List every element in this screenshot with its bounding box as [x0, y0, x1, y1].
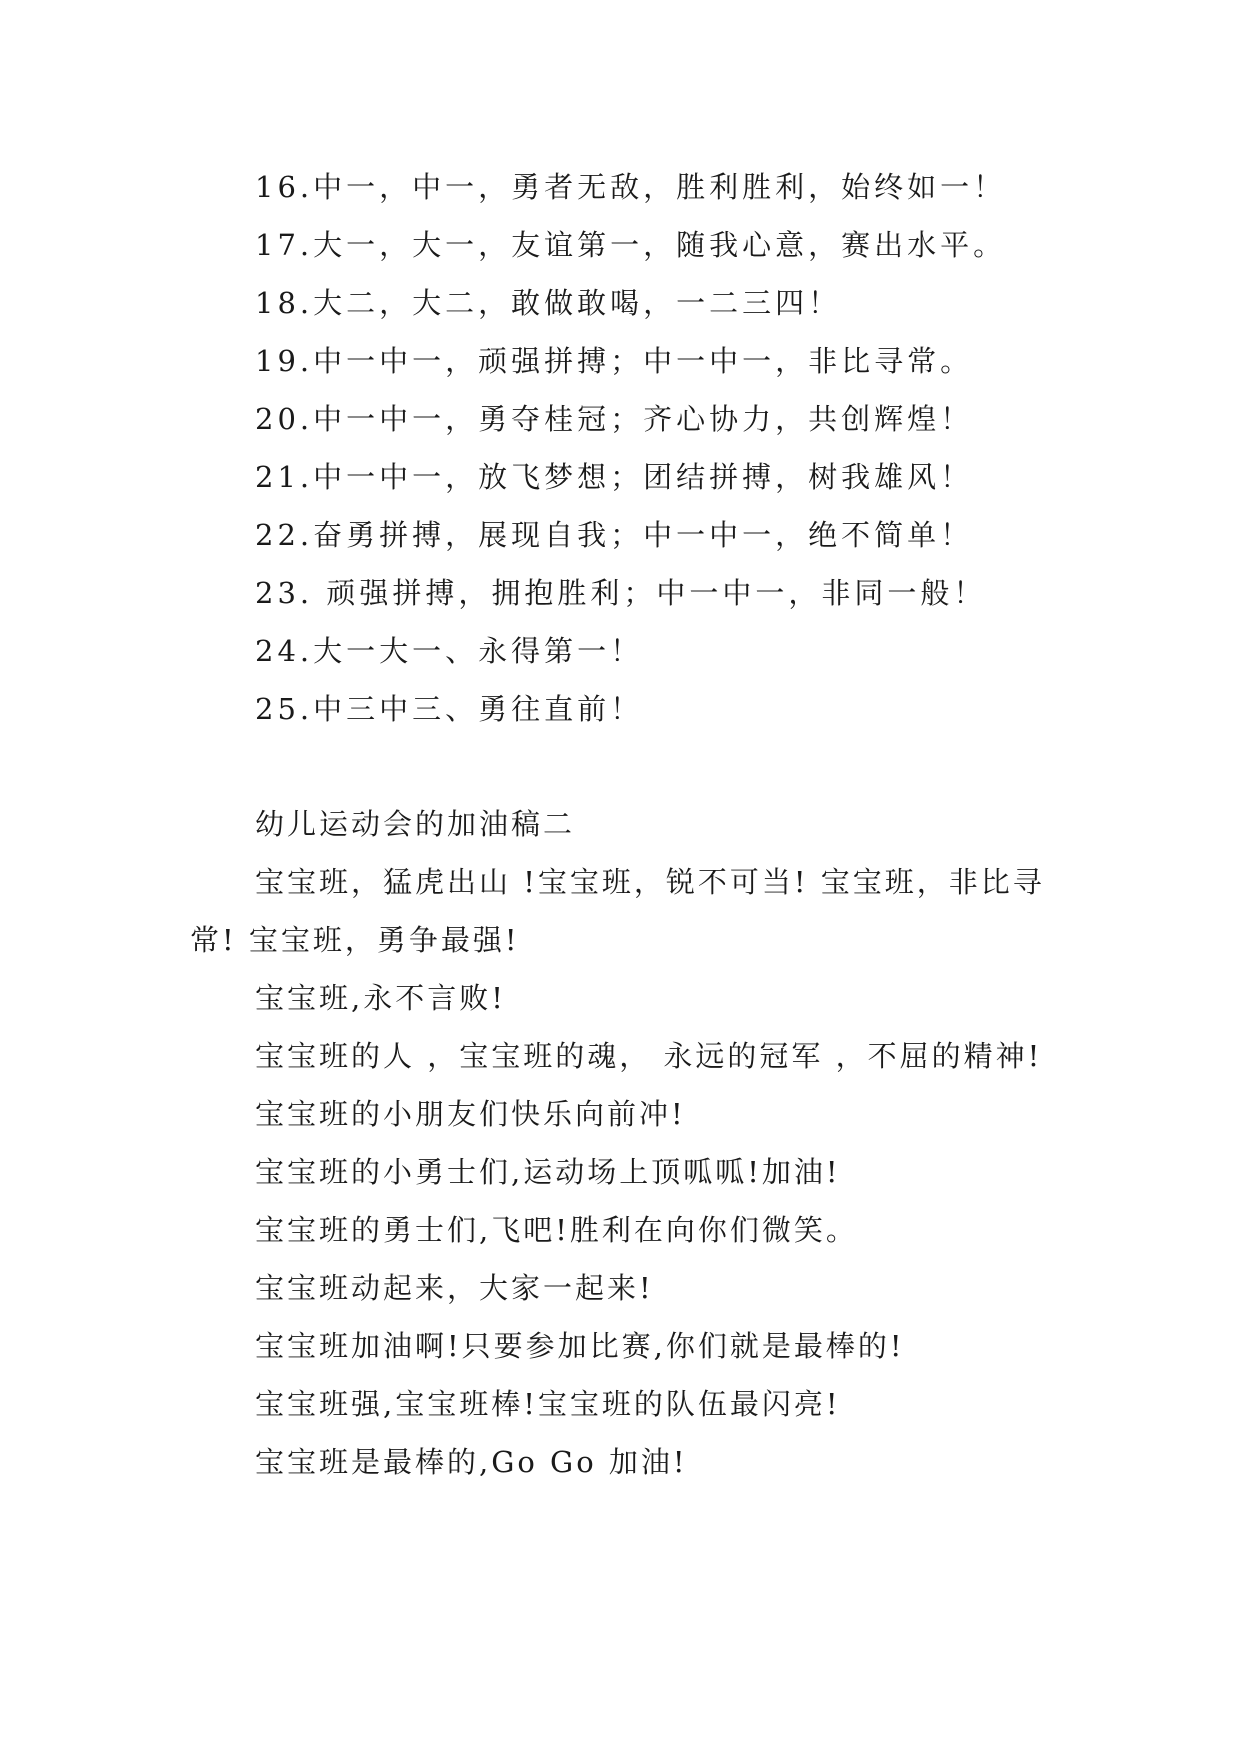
paragraph: 宝宝班的人 ，宝宝班的魂， 永远的冠军 ，不屈的精神! — [255, 1039, 1043, 1073]
paragraph: 宝宝班的小勇士们,运动场上顶呱呱!加油! — [255, 1155, 841, 1189]
list-item: 25.中三中三、勇往直前！ — [255, 692, 644, 726]
list-item: 18.大二，大二，敢做敢喝，一二三四！ — [255, 286, 842, 320]
paragraph: 宝宝班,永不言败! — [255, 981, 506, 1015]
section-heading: 幼儿运动会的加油稿二 — [255, 807, 576, 841]
paragraph: 宝宝班的勇士们,飞吧!胜利在向你们微笑。 — [255, 1213, 858, 1247]
paragraph: 宝宝班，猛虎出山 !宝宝班，锐不可当! 宝宝班，非比寻常! 宝宝班，勇争最强! — [190, 865, 1045, 957]
list-item: 20.中一中一，勇夺桂冠；齐心协力，共创辉煌！ — [255, 402, 974, 436]
paragraph: 宝宝班强,宝宝班棒!宝宝班的队伍最闪亮! — [255, 1387, 841, 1421]
list-item: 24.大一大一、永得第一！ — [255, 634, 644, 668]
paragraph: 宝宝班是最棒的,Go Go 加油! — [255, 1445, 688, 1479]
section-two — [190, 795, 1060, 1491]
paragraph: 宝宝班的小朋友们快乐向前冲! — [255, 1097, 686, 1131]
list-item: 22.奋勇拼搏，展现自我；中一中一，绝不简单！ — [255, 518, 974, 552]
list-item: 16.中一，中一，勇者无敌，胜利胜利，始终如一！ — [255, 170, 1007, 204]
slogan-list — [255, 158, 1055, 738]
paragraph: 宝宝班动起来，大家一起来! — [255, 1271, 654, 1305]
list-item: 19.中一中一，顽强拼搏；中一中一，非比寻常。 — [255, 344, 974, 378]
paragraph: 宝宝班加油啊!只要参加比赛,你们就是最棒的! — [255, 1329, 905, 1363]
list-item: 17.大一，大一，友谊第一，随我心意，赛出水平。 — [255, 228, 1007, 262]
list-item: 21.中一中一，放飞梦想；团结拼搏，树我雄风！ — [255, 460, 974, 494]
list-item: 23. 顽强拼搏，拥抱胜利；中一中一，非同一般！ — [255, 576, 987, 610]
